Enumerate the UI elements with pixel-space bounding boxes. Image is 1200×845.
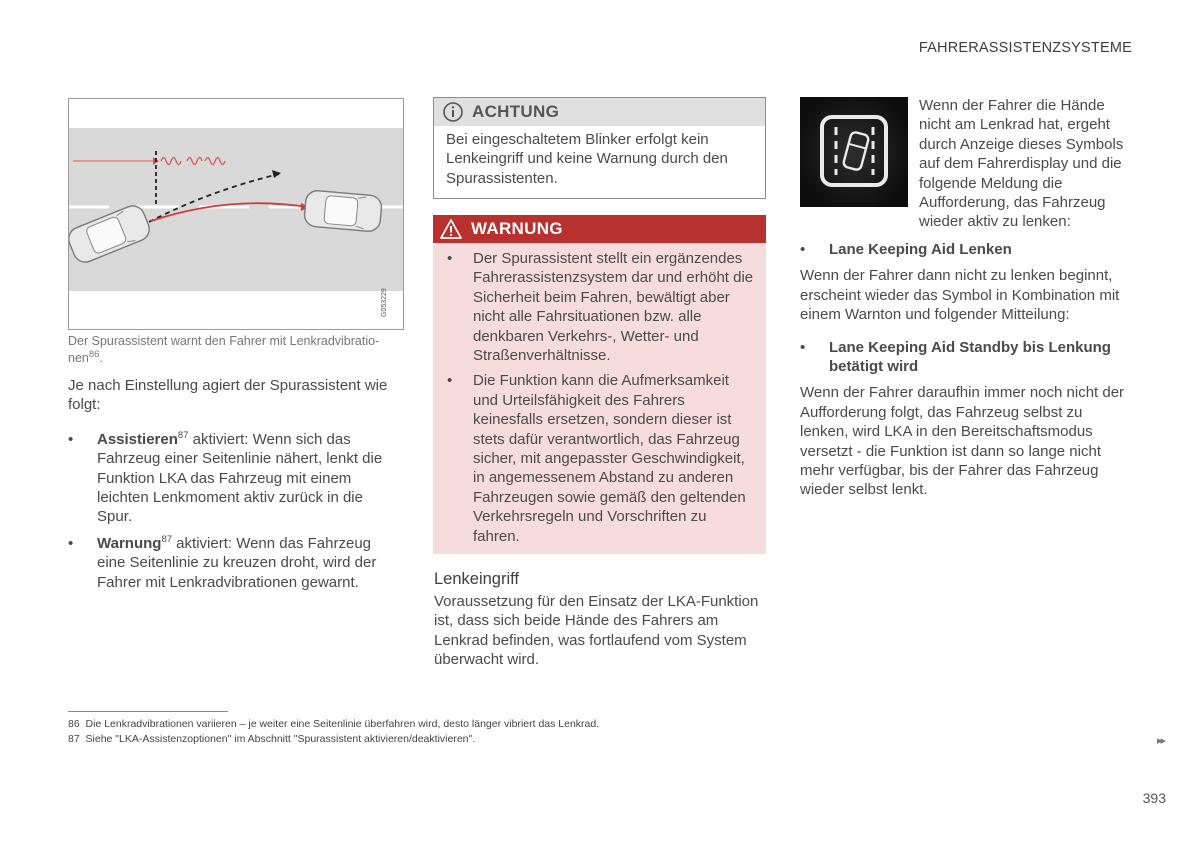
footnote-divider — [68, 711, 228, 712]
warning-title: WARNUNG — [471, 219, 563, 238]
list-item: • Assistieren$^{87}$ aktiviert: Wenn sich das Fahrzeug einer Seitenlinie nähert, lenkt die Funktion LKA das Fahrzeug mit einem leichten Lenkmoment aktiv zurück in die Spur. — [68, 429, 383, 526]
message-item: • Lane Keeping Aid Lenken — [800, 241, 1012, 258]
figure-caption: Der Spurassistent warnt den Fahrer mit Lenkradvibratio-nen$^{86}$. — [68, 334, 380, 365]
right-intro: Wenn der Fahrer die Hände nicht am Lenkrad hat, ergeht durch Anzeige dieses Symbols auf dem Fahrerdisplay und die folgende Meldung die Aufforderung, das Fahrzeug wieder aktiv zu lenken: — [919, 97, 1124, 231]
caution-title: ACHTUNG — [472, 102, 560, 121]
info-icon — [442, 101, 464, 123]
warning-header — [433, 215, 766, 243]
intro-paragraph: Je nach Einstellung agiert der Spurassistent wie folgt: — [68, 377, 388, 414]
warning-list — [433, 243, 766, 546]
lane-diagram — [69, 99, 403, 329]
figure-code: G053229 — [381, 288, 388, 317]
section-header: FAHRERASSISTENZSYSTEME — [918, 40, 1132, 56]
footnote: 87 Siehe "LKA-Assistenzoptionen" im Abschnitt "Spurassistent aktivieren/deaktivieren". — [68, 733, 476, 745]
list-item: • Der Spurassistent stellt ein ergänzendes Fahrerassistenzsystem dar und erhöht die Sicherheit beim Fahren, bewältigt aber nicht alle Fahrsituationen bzw. alle denkbaren Verkehrs-, Wetter- und Straßenverhältnisse. — [447, 250, 754, 365]
caution-box — [433, 97, 766, 199]
footnote: 86 Die Lenkradvibrationen variieren – je weiter eine Seitenlinie überfahren wird, desto länger vibriert das Lenkrad. — [68, 718, 600, 730]
bullet: • — [68, 534, 74, 552]
list-item: • Die Funktion kann die Aufmerksamkeit und Urteilsfähigkeit des Fahrers keinesfalls ersetzen, sondern dieser ist stets dafür verantwortlich, das Fahrzeug sicher, mit angepasster Geschwindigkeit, in angemessenem Abstand zu anderen Fahrzeugen sowie gemäß den geltenden Verkehrsregeln und Vorschriften zu fahren. — [447, 372, 746, 545]
left-column — [68, 376, 398, 592]
bullet: • — [68, 430, 74, 448]
paragraph: Wenn der Fahrer daraufhin immer noch nicht der Aufforderung folgt, das Fahrzeug selbst zu lenken, wird LKA in den Bereitschaftsmodus versetzt - die Funktion ist dann so lange nicht mehr verfügbar, bis der Fahrer das Fahrzeug wieder selbst lenkt. — [800, 384, 1125, 499]
warning-box — [433, 215, 766, 554]
right-column — [800, 240, 1130, 500]
caution-header — [434, 98, 765, 126]
paragraph: Wenn der Fahrer dann nicht zu lenken beginnt, erscheint wieder das Symbol in Kombination mit einem Warnton und folgender Mitteilung: — [800, 267, 1120, 324]
section-heading: Lenkeingriff — [434, 570, 520, 588]
list-item: • Warnung$^{87}$ aktiviert: Wenn das Fahrzeug eine Seitenlinie zu kreuzen droht, wird der Fahrer mit Lenkradvibrationen gewarnt. — [68, 533, 377, 591]
caution-text: Bei eingeschaltetem Blinker erfolgt kein Lenkeingriff und keine Warnung durch den Spurassistenten. — [446, 131, 728, 187]
lka-symbol-image — [800, 97, 908, 207]
lane-keeping-icon — [800, 97, 908, 207]
warning-triangle-icon — [439, 218, 463, 240]
lenkeingriff-paragraph: Voraussetzung für den Einsatz der LKA-Funktion ist, dass sich beide Hände des Fahrers am Lenkrad befinden, was fortlaufend vom System überwacht wird. — [434, 593, 759, 669]
next-page-icon[interactable]: ▸▸ — [1156, 735, 1164, 747]
message-item: • Lane Keeping Aid Standby bis Lenkung betätigt wird — [800, 338, 1111, 376]
lane-assist-illustration — [68, 98, 404, 330]
page-number: 393 — [1142, 790, 1166, 806]
